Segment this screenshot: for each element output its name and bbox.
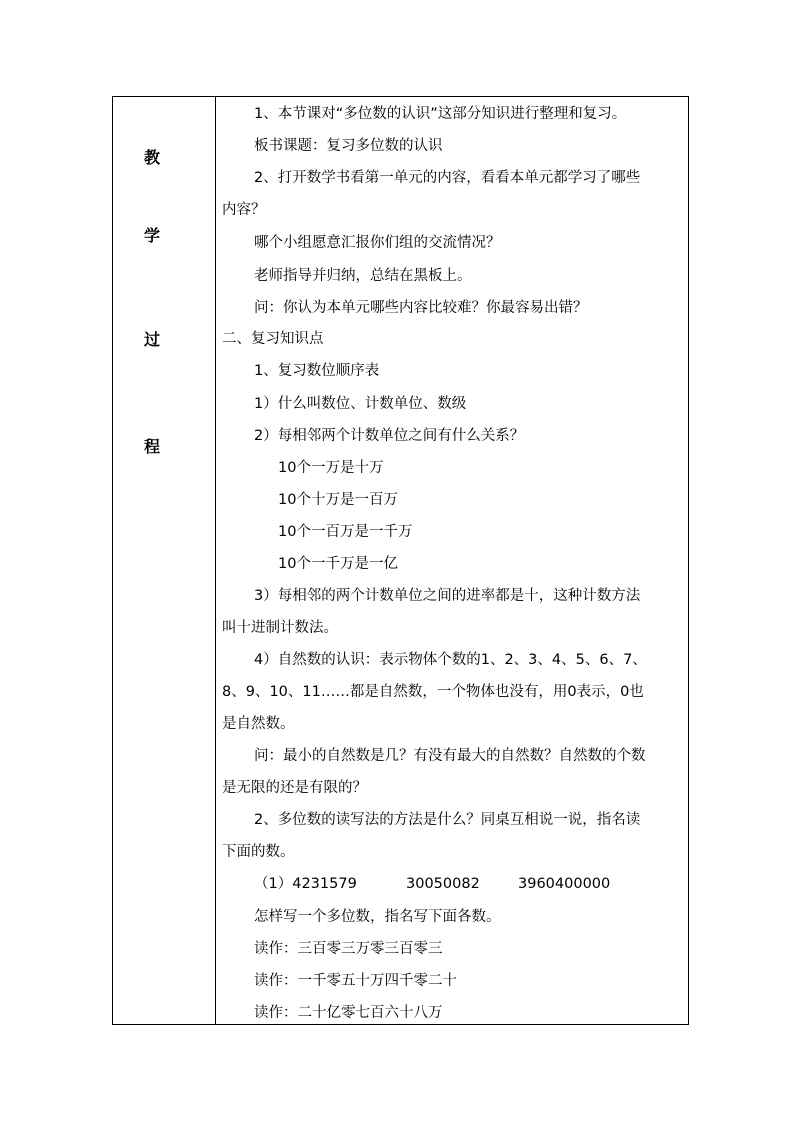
text-line-content: 读作：一千零五十万四千零二十 [254,973,457,989]
text-line [254,233,501,253]
text-line-content: 10个一万是十万 [278,460,384,476]
text-line-content: 2、打开数学书看第一单元的内容，看看本单元都学习了哪些 [254,170,641,186]
text-line-content: 1）什么叫数位、计数单位、数级 [254,396,467,412]
text-line-content: 是自然数。 [222,716,295,732]
text-line [222,714,295,734]
text-line-content: 10个一百万是一千万 [278,524,413,540]
text-line [254,650,647,670]
text-line [254,361,379,381]
text-line-content: 2）每相邻两个计数单位之间有什么关系？ [254,428,525,444]
text-line [222,329,324,349]
text-line [278,522,412,542]
text-line-content: 1、本节课对“多位数的认识”这部分知识进行整理和复习。 [254,106,627,122]
text-line-content: 二、复习知识点 [222,331,324,347]
text-line [518,874,610,894]
text-line-content: 怎样写一个多位数，指名写下面各数。 [254,909,501,925]
text-line-content: 3）每相邻的两个计数单位之间的进率都是十，这种计数方法 [254,588,641,604]
text-line [254,874,357,894]
text-line [254,746,646,766]
text-line-content: 4）自然数的认识：表示物体个数的1、2、3、4、5、6、7、 [254,652,647,668]
text-line [222,618,338,638]
text-line-content: 8、9、10、11……都是自然数，一个物体也没有，用0表示，0也 [222,684,644,700]
text-line-content: 板书课题：复习多位数的认识 [254,138,443,154]
text-line-content: （1）4231579 [254,876,357,892]
text-line-content: 10个一千万是一亿 [278,556,398,572]
text-line-content: 下面的数。 [222,844,295,860]
section-label-char: 过 [143,330,160,349]
text-line [278,554,398,574]
text-line [222,200,266,220]
text-line [222,842,295,862]
text-line [278,490,398,510]
text-line-content: 2、多位数的读写法的方法是什么？同桌互相说一说，指名读 [254,812,641,828]
text-line-content: 30050082 [406,876,480,892]
text-line-content: 问：最小的自然数是几？有没有最大的自然数？自然数的个数 [254,748,646,764]
section-label-char: 程 [143,437,160,456]
text-line [254,104,626,124]
text-line [254,266,472,286]
text-line [222,682,644,702]
text-line-content: 10个十万是一百万 [278,492,398,508]
text-line [254,1003,443,1023]
text-line-content: 1、复习数位顺序表 [254,363,380,379]
text-line-content: 读作：三百零三万零三百零三 [254,941,443,957]
text-line [254,586,640,606]
text-line-content: 3960400000 [518,876,611,892]
section-label-char: 教 [143,148,160,167]
text-line [254,394,466,414]
text-line-content: 哪个小组愿意汇报你们组的交流情况？ [254,235,501,251]
text-line [254,426,524,446]
text-line [254,907,501,927]
text-line-content: 是无限的还是有限的？ [222,780,367,796]
text-line-content: 叫十进制计数法。 [222,620,338,636]
text-line [254,168,640,188]
text-line-content: 内容？ [222,202,266,218]
text-line-content: 问：你认为本单元哪些内容比较难？你最容易出错？ [254,300,588,316]
text-line [254,971,457,991]
text-line-content: 读作：二十亿零七百六十八万 [254,1005,443,1021]
text-line [254,939,443,959]
text-line [254,298,588,318]
text-line-content: 老师指导并归纳，总结在黑板上。 [254,268,472,284]
text-line [278,458,383,478]
section-label-char: 学 [143,226,160,245]
text-line [406,874,480,894]
text-line [254,136,443,156]
text-line [254,810,640,830]
column-divider [215,96,216,1025]
text-line [222,778,367,798]
